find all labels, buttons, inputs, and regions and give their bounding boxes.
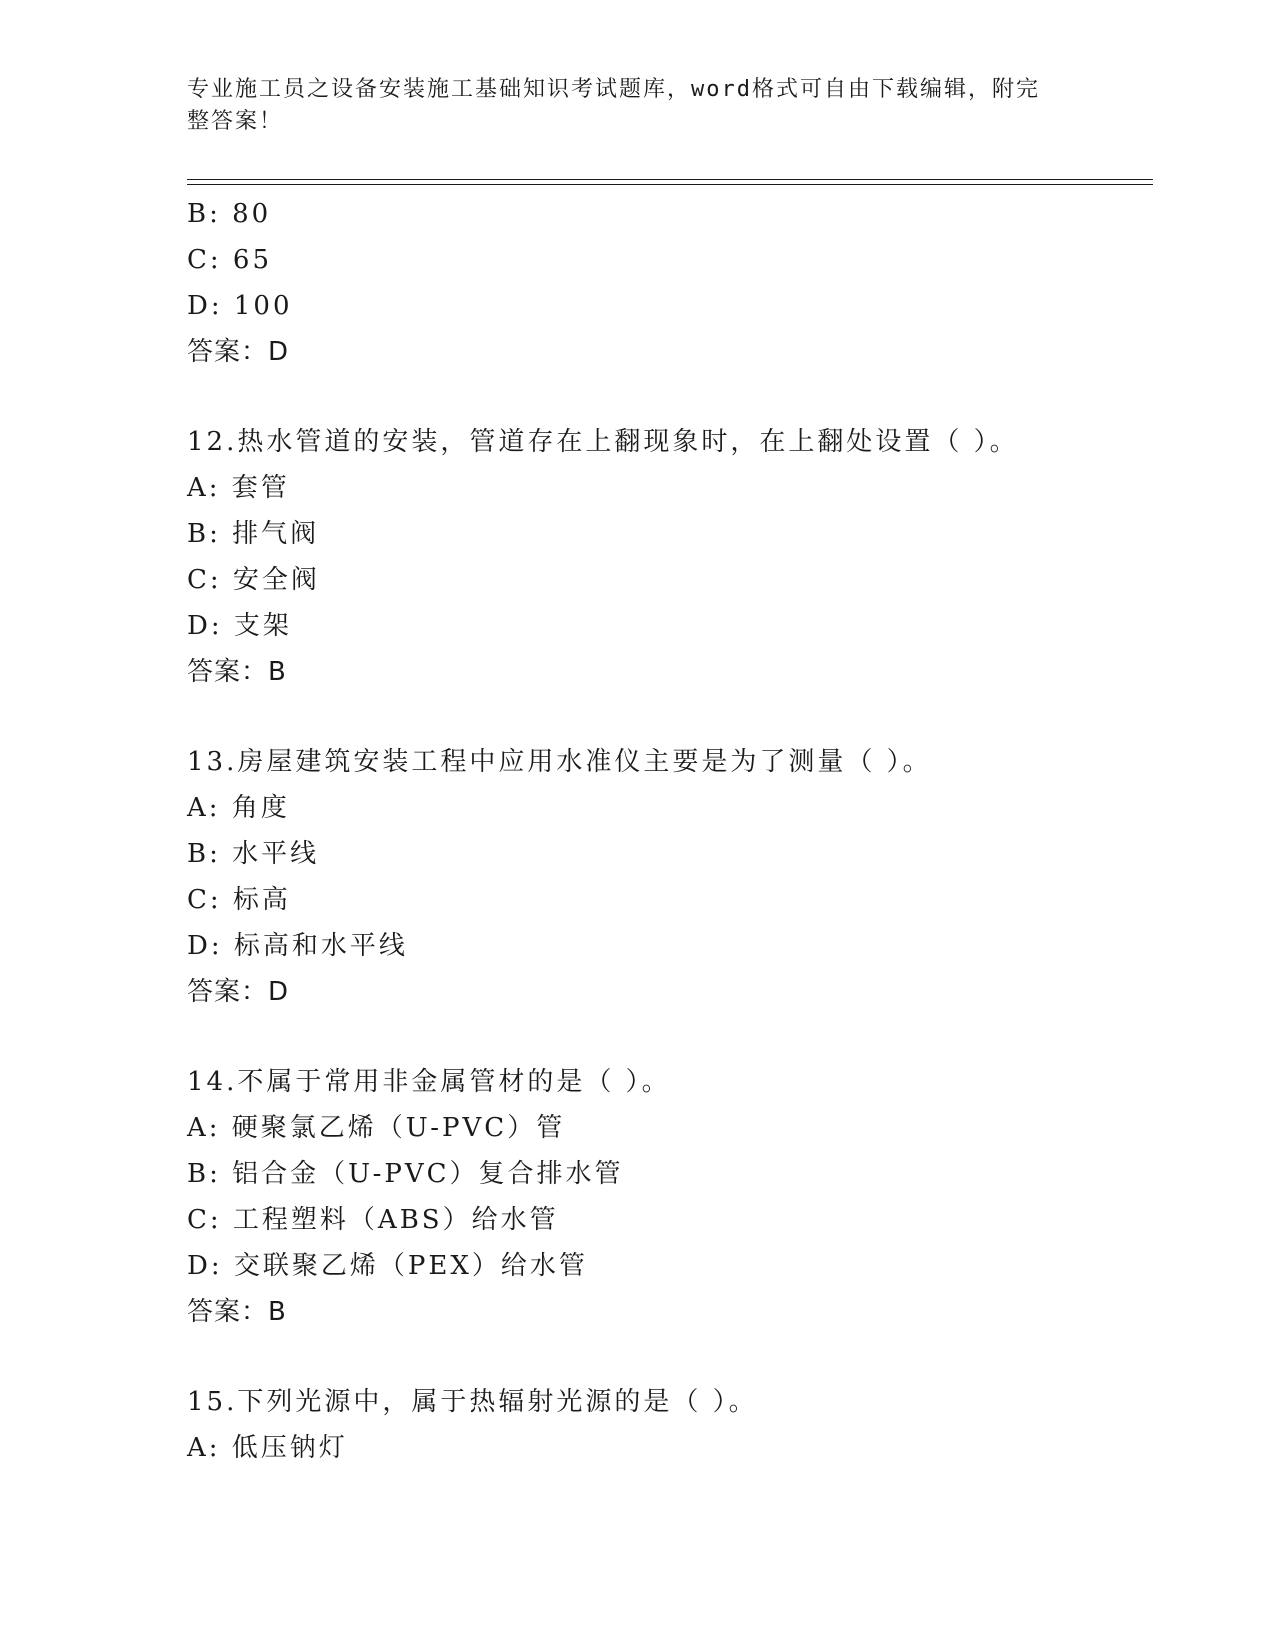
option-a: A: 低压钠灯 (187, 1433, 348, 1463)
option-c: C: 工程塑料（ABS）给水管 (187, 1205, 559, 1235)
question-stem: 14.不属于常用非金属管材的是（ ）。 (187, 1067, 671, 1097)
answer-line: 答案：B (187, 1297, 287, 1327)
answer-line: 答案：D (187, 977, 290, 1007)
answer-line: 答案：B (187, 657, 287, 687)
option-b: B: 80 (187, 199, 272, 229)
option-a: A: 硬聚氯乙烯（U-PVC）管 (187, 1113, 566, 1143)
option-c: C: 65 (187, 245, 273, 275)
spacer (187, 695, 1147, 739)
option-d: D: 交联聚乙烯（PEX）给水管 (187, 1251, 588, 1281)
option-a: A: 套管 (187, 473, 290, 503)
question-item (187, 419, 1147, 695)
question-list (187, 191, 1147, 1471)
spacer (187, 1335, 1147, 1379)
header-divider-bottom (187, 184, 1153, 185)
header-divider-top (187, 179, 1153, 180)
question-item (187, 739, 1147, 1015)
option-a: A: 角度 (187, 793, 290, 823)
option-d: D: 标高和水平线 (187, 931, 408, 961)
option-c: C: 标高 (187, 885, 291, 915)
option-d: D: 100 (187, 291, 293, 321)
header-title-line-1: 专业施工员之设备安装施工基础知识考试题库，word格式可自由下载编辑，附完 (187, 77, 1040, 102)
option-c: C: 安全阀 (187, 565, 320, 595)
question-stem: 15.下列光源中，属于热辐射光源的是（ ）。 (187, 1387, 758, 1417)
question-item (187, 1059, 1147, 1335)
question-item (187, 1379, 1147, 1471)
option-d: D: 支架 (187, 611, 292, 641)
answer-line: 答案：D (187, 337, 290, 367)
question-stem: 12.热水管道的安装，管道存在上翻现象时，在上翻处设置（ ）。 (187, 427, 1019, 457)
option-b: B: 铝合金（U-PVC）复合排水管 (187, 1159, 624, 1189)
option-b: B: 排气阀 (187, 519, 320, 549)
document-header (187, 74, 1067, 138)
question-stem: 13.房屋建筑安装工程中应用水准仪主要是为了测量（ ）。 (187, 747, 932, 777)
header-title-line-2: 整答案！ (187, 109, 284, 134)
spacer (187, 1015, 1147, 1059)
option-b: B: 水平线 (187, 839, 320, 869)
spacer (187, 375, 1147, 419)
